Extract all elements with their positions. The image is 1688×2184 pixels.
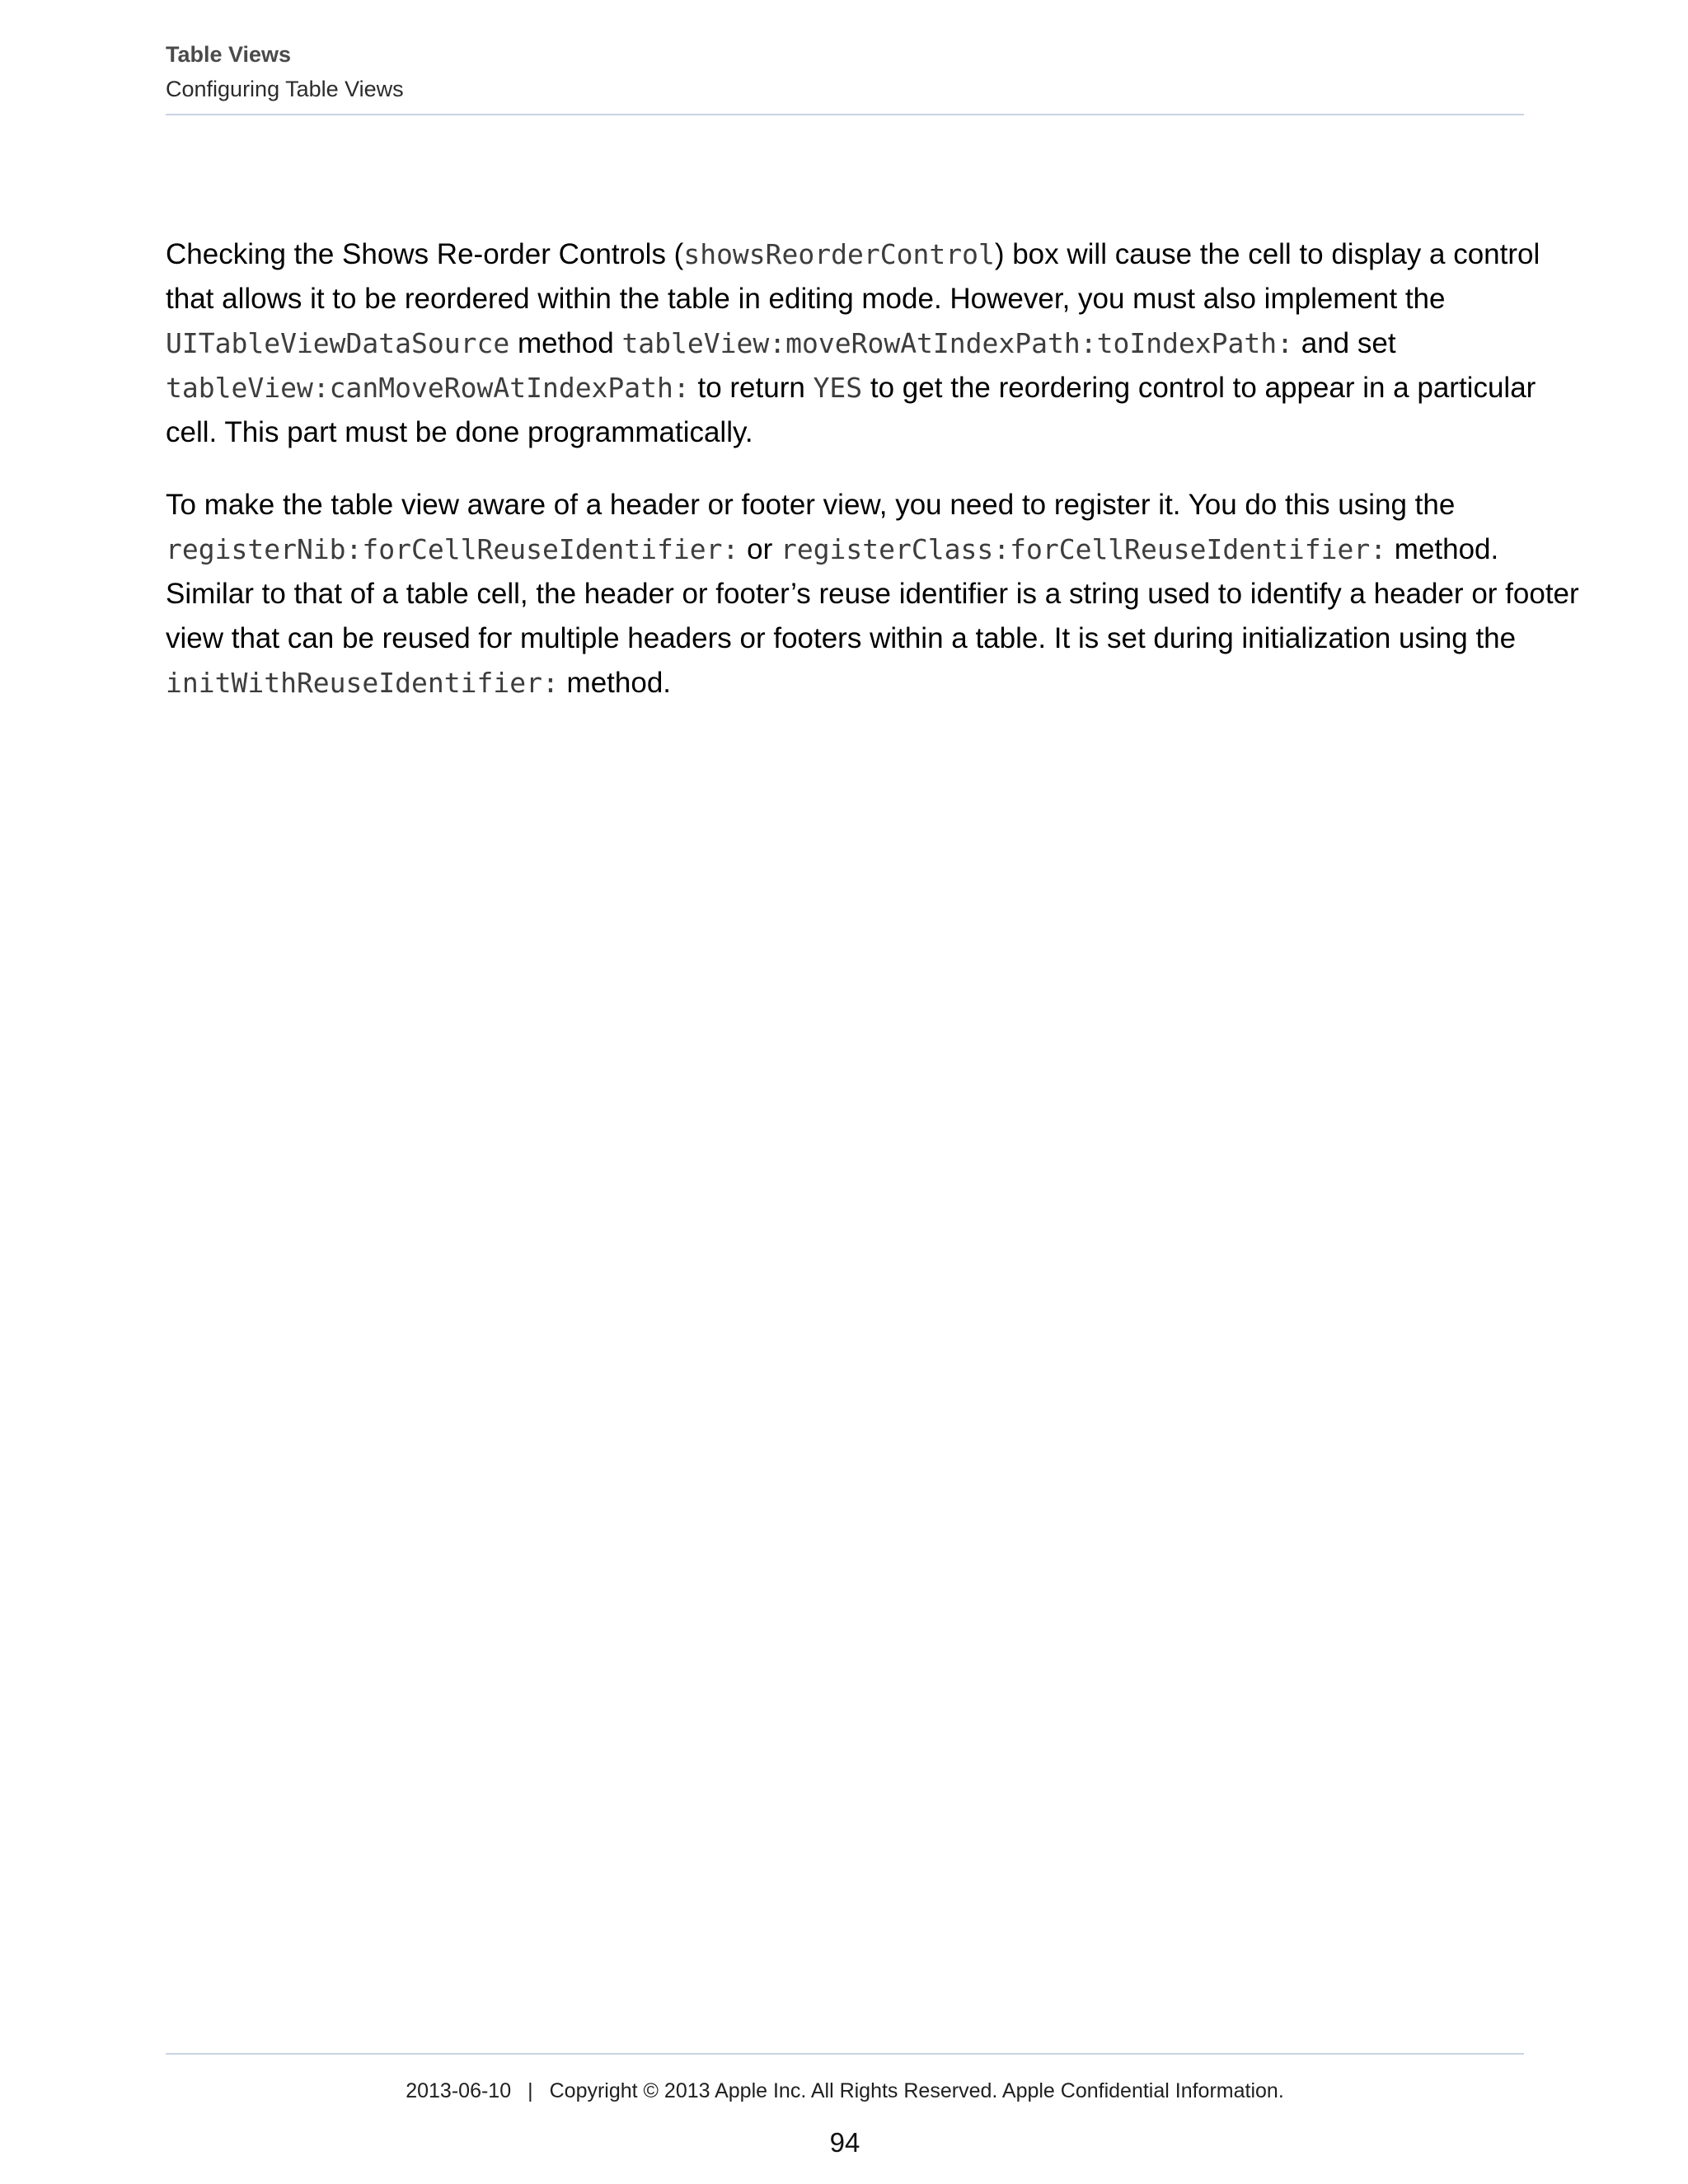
text-run: method xyxy=(509,327,622,359)
text-run: Similar to that of a table cell, the header or footer’s reuse identifier is a string used to identify a header or footer xyxy=(166,578,1579,610)
page-footer xyxy=(166,2053,1524,2184)
code-identifier: showsReorderControl xyxy=(683,238,995,270)
text-run: method. xyxy=(1386,533,1499,565)
paragraph-header-footer-registration xyxy=(166,483,1579,705)
text-line xyxy=(166,527,1524,572)
code-identifier: registerNib:forCellReuseIdentifier: xyxy=(166,533,739,565)
text-run: to get the reordering control to appear in a particular xyxy=(862,372,1536,404)
text-run: Checking the Shows Re-order Controls ( xyxy=(166,238,684,270)
text-run: or xyxy=(738,533,781,565)
text-line xyxy=(166,616,1524,661)
paragraph-gap xyxy=(166,455,1524,483)
text-line xyxy=(166,410,1524,455)
code-identifier: tableView:canMoveRowAtIndexPath: xyxy=(166,372,690,404)
text-run: view that can be reused for multiple headers or footers within a table. It is set during initialization using the xyxy=(166,622,1517,654)
chapter-title: Table Views xyxy=(166,42,292,67)
text-line xyxy=(166,366,1536,410)
section-title: Configuring Table Views xyxy=(166,77,404,101)
text-line xyxy=(166,483,1524,527)
footer-line xyxy=(166,2079,1524,2103)
page-header xyxy=(166,38,1524,115)
text-run: method. xyxy=(558,667,672,699)
body-text xyxy=(166,232,1579,705)
text-run: and set xyxy=(1293,327,1396,359)
text-line xyxy=(166,277,1524,321)
footer-copyright: Copyright © 2013 Apple Inc. All Rights Reserved. Apple Confidential Information. xyxy=(549,2079,1284,2102)
code-identifier: tableView:moveRowAtIndexPath:toIndexPath: xyxy=(621,327,1294,359)
page-number: 94 xyxy=(829,2127,860,2158)
paragraph-reorder-controls xyxy=(166,232,1540,455)
text-run: ) box will cause the cell to display a control xyxy=(994,238,1540,270)
code-identifier: initWithReuseIdentifier: xyxy=(166,667,559,699)
text-line xyxy=(166,321,1524,366)
text-run: To make the table view aware of a header or footer view, you need to register it. You do this using the xyxy=(166,489,1456,521)
text-line xyxy=(166,232,1540,277)
text-run: to return xyxy=(689,372,814,404)
text-run: that allows it to be reordered within the table in editing mode. However, you must also implement the xyxy=(166,283,1446,315)
text-run: cell. This part must be done programmatically. xyxy=(166,416,753,448)
footer-date: 2013-06-10 xyxy=(406,2079,512,2102)
footer-separator: | xyxy=(528,2079,533,2102)
text-line xyxy=(166,572,1579,616)
code-identifier: YES xyxy=(813,372,863,404)
code-identifier: registerClass:forCellReuseIdentifier: xyxy=(780,533,1387,565)
text-line xyxy=(166,661,1524,705)
code-identifier: UITableViewDataSource xyxy=(166,327,510,359)
